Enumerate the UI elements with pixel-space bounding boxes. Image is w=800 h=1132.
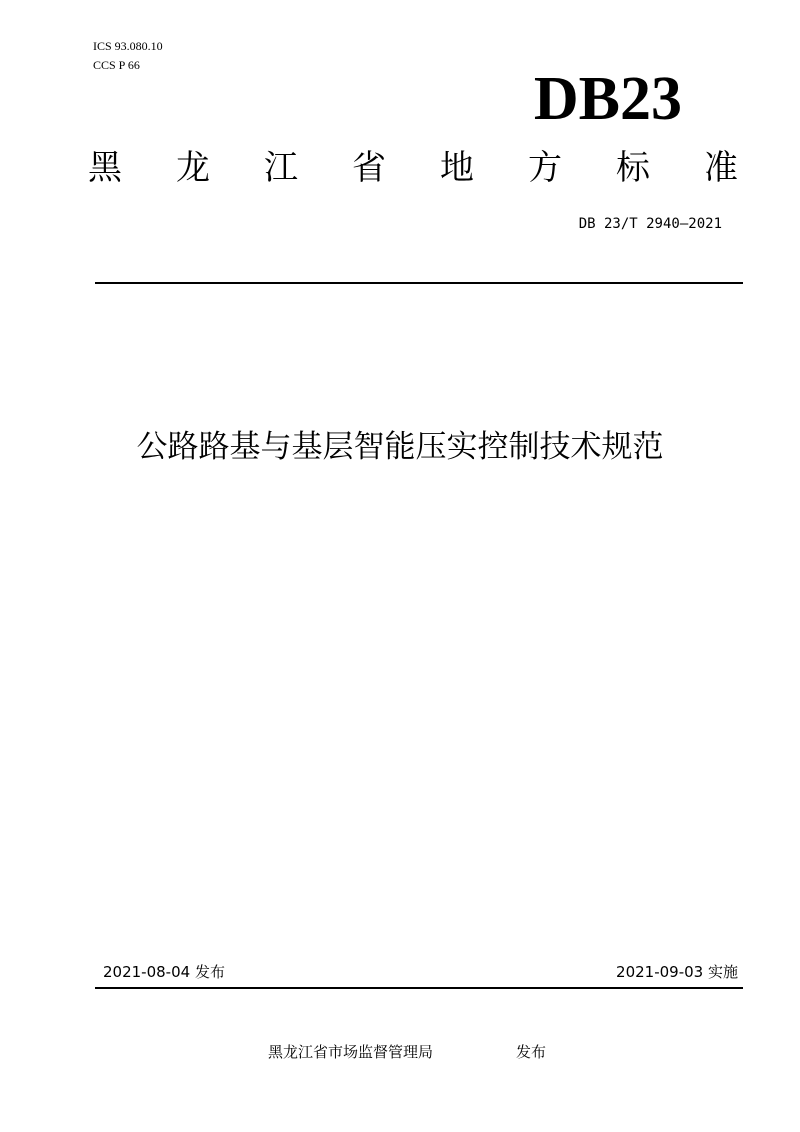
publish-date: 2021-08-04 发布	[103, 963, 225, 981]
heading-char: 江	[264, 148, 298, 188]
heading-char: 准	[704, 148, 738, 188]
bottom-divider	[95, 987, 743, 989]
standard-logo: DB23	[533, 65, 682, 133]
top-divider	[95, 282, 743, 284]
issuing-authority: 黑龙江省市场监督管理局	[268, 1043, 434, 1061]
heading-char: 标	[616, 148, 650, 188]
implement-date: 2021-09-03 实施	[616, 963, 738, 981]
heading-char: 省	[352, 148, 386, 188]
heading-char: 黑	[88, 148, 122, 188]
ccs-code: CCS P 66	[93, 58, 140, 72]
ics-code: ICS 93.080.10	[93, 39, 163, 53]
document-title: 公路路基与基层智能压实控制技术规范	[136, 429, 664, 465]
heading-char: 龙	[176, 148, 210, 188]
heading-char: 地	[440, 148, 474, 188]
issuer-action: 发布	[516, 1043, 547, 1061]
province-standard-heading	[88, 146, 738, 190]
standard-number: DB 23/T 2940—2021	[578, 216, 722, 232]
heading-char: 方	[528, 148, 562, 188]
